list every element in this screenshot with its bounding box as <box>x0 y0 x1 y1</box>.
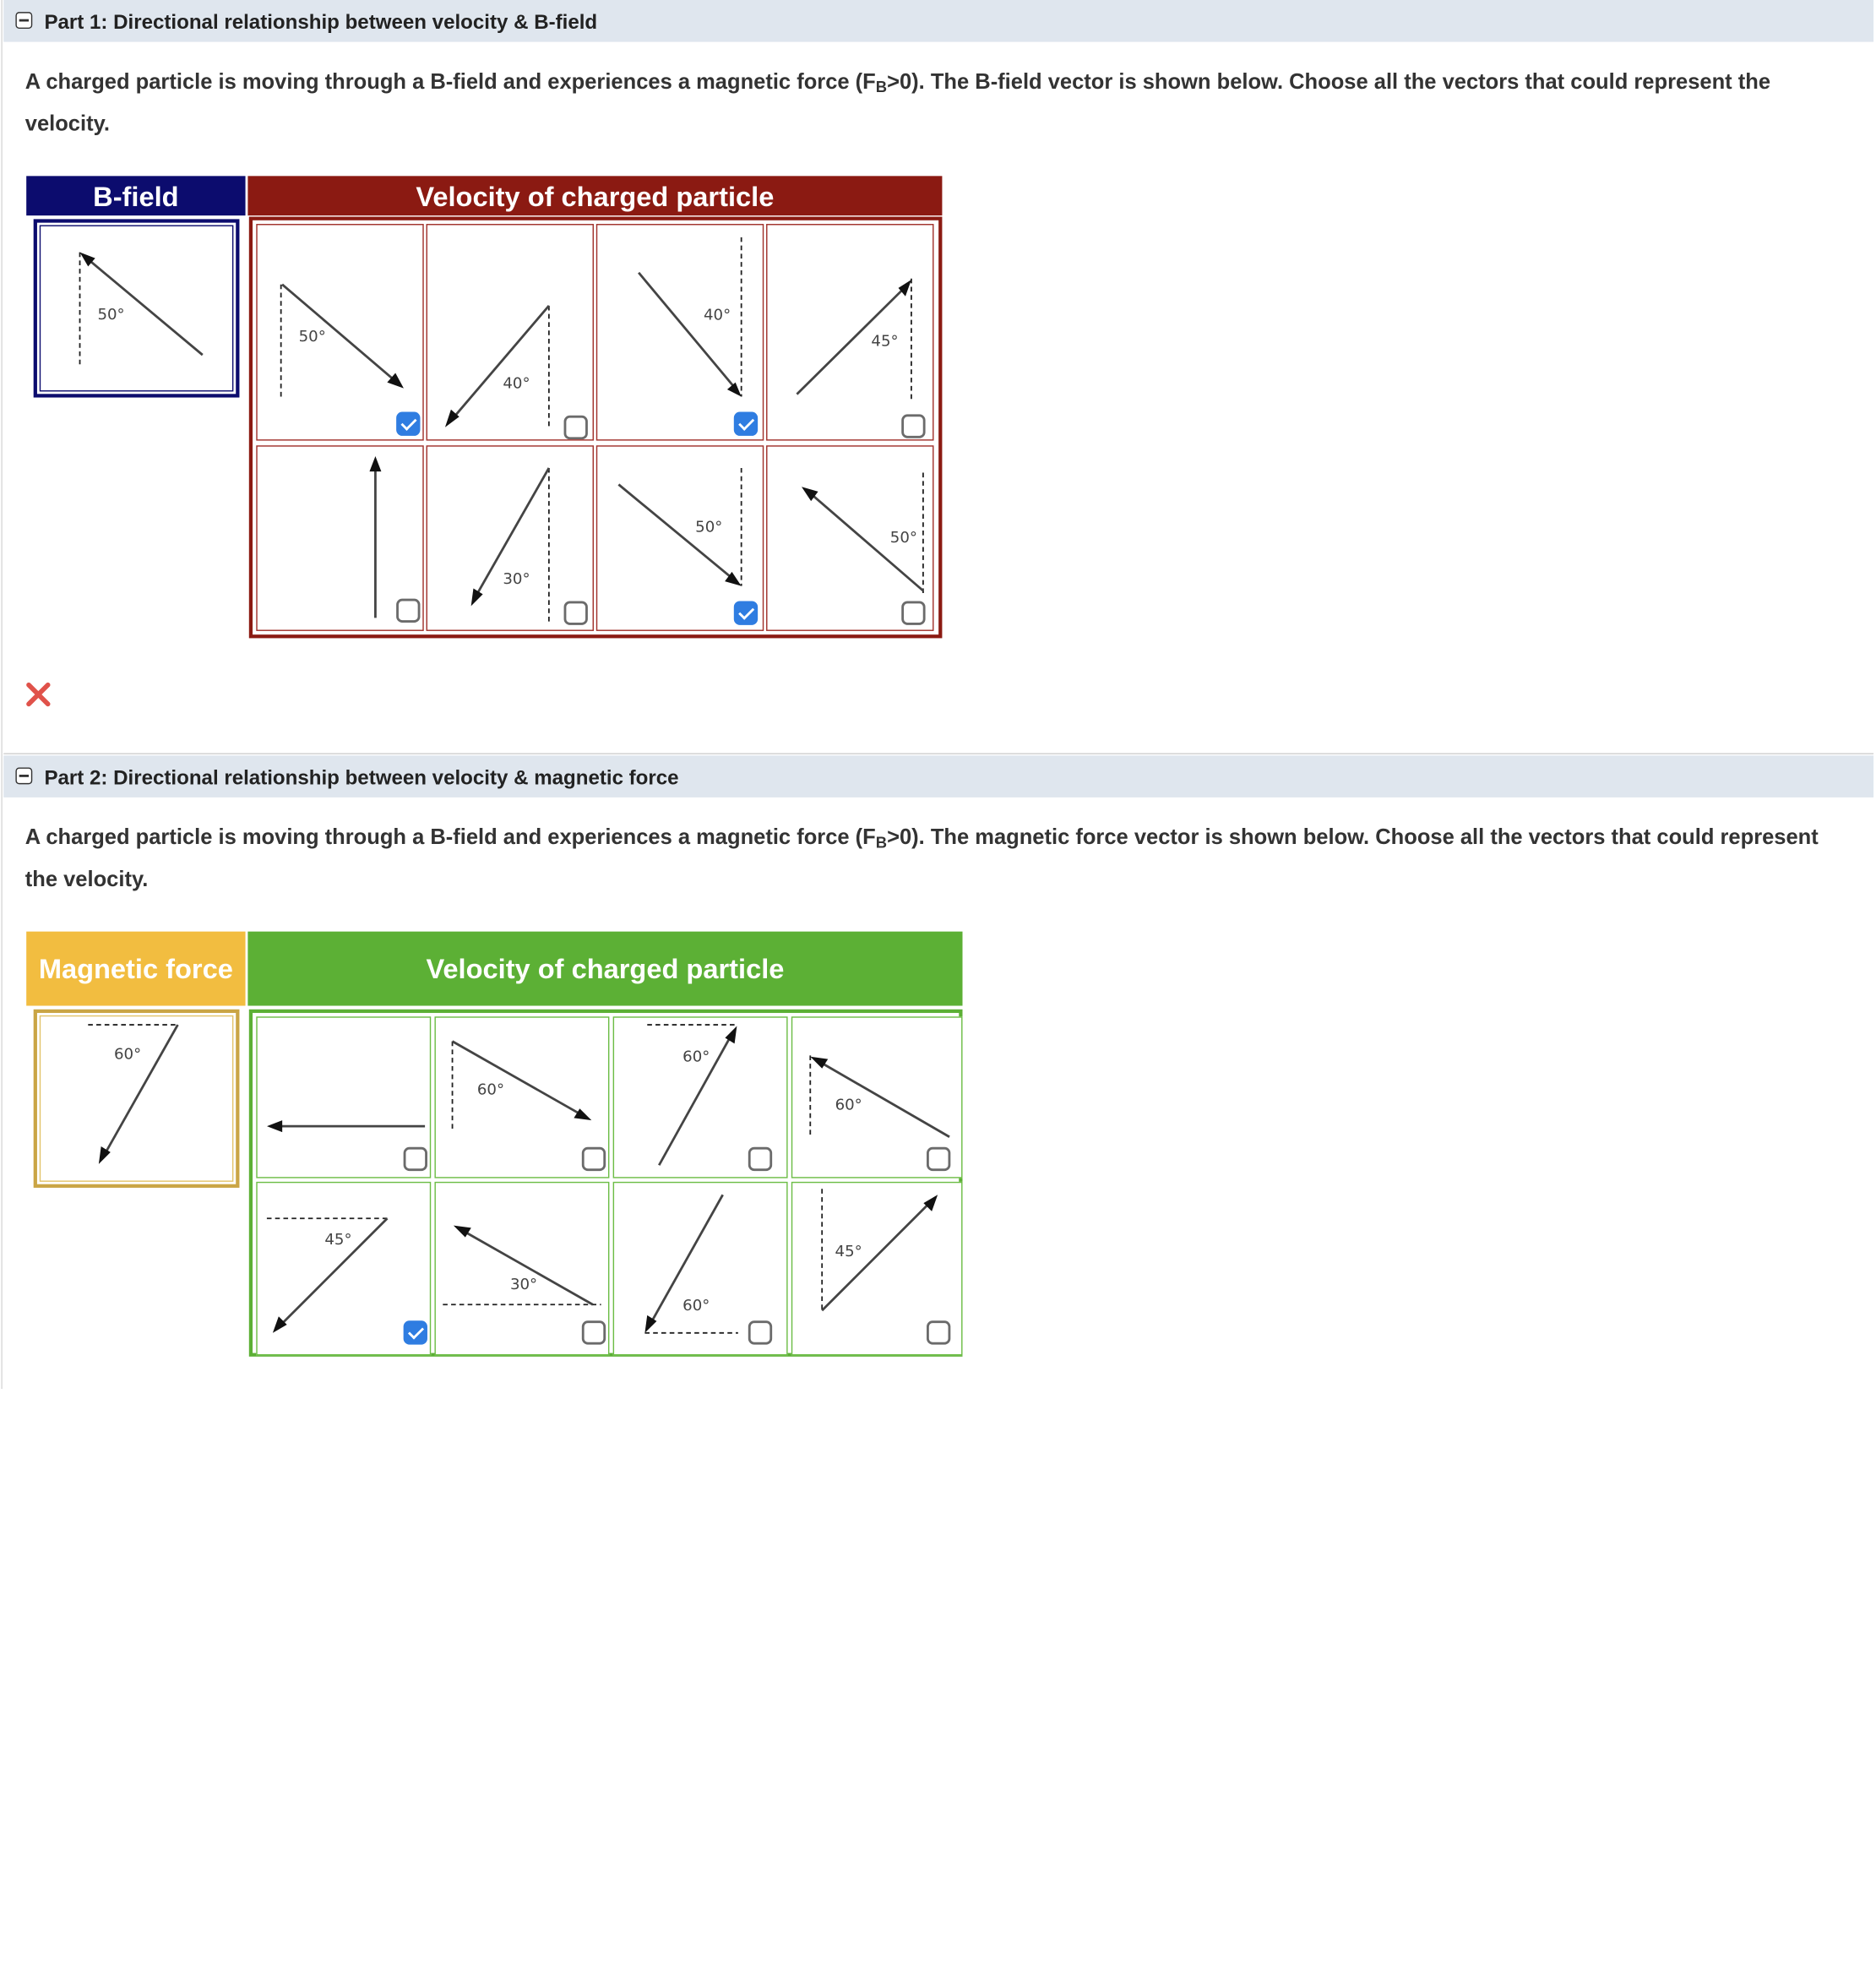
p2-option-4[interactable] <box>791 1016 963 1178</box>
p1-checkbox-8[interactable] <box>901 601 925 624</box>
part1-header[interactable] <box>3 0 1873 42</box>
bfield-cell <box>40 225 234 391</box>
p1-option-1[interactable] <box>256 224 423 441</box>
part1-velocity-grid <box>249 217 943 639</box>
p1-checkbox-7[interactable] <box>734 601 758 624</box>
svg-text:30°: 30° <box>503 569 530 588</box>
p1-checkbox-3[interactable] <box>734 412 758 436</box>
magnetic-force-header: Magnetic force <box>26 932 245 1006</box>
bfield-frame <box>34 219 240 397</box>
svg-text:60°: 60° <box>682 1297 710 1315</box>
p1-vector-2 <box>427 225 593 439</box>
p1-checkbox-2[interactable] <box>564 416 588 439</box>
svg-text:50°: 50° <box>298 327 326 346</box>
p1-option-4[interactable] <box>766 224 933 441</box>
p2-checkbox-1[interactable] <box>404 1147 427 1171</box>
svg-text:50°: 50° <box>695 518 723 536</box>
p2-checkbox-6[interactable] <box>582 1320 606 1344</box>
part2-title: Part 2: Directional relationship between velocity & magnetic force <box>44 766 679 790</box>
angle-label: 50° <box>97 306 125 324</box>
bfield-header: B-field <box>26 176 245 215</box>
part2-question: A charged particle is moving through a B-field and experiences a magnetic force $(F_B>0)$. The magnetic force vector is shown below. Choose all the vectors that could represent the velocity. <box>24 825 1819 891</box>
svg-text:45°: 45° <box>871 332 899 351</box>
p2-option-7[interactable] <box>613 1182 788 1356</box>
p2-option-2[interactable] <box>434 1016 609 1178</box>
svg-text:40°: 40° <box>503 374 530 393</box>
p1-vector-3 <box>597 225 763 439</box>
p1-checkbox-4[interactable] <box>901 414 925 438</box>
svg-text:50°: 50° <box>889 528 917 547</box>
collapse-icon[interactable] <box>15 12 32 29</box>
p1-checkbox-5[interactable] <box>396 599 420 623</box>
velocity-header-part2: Velocity of charged particle <box>247 932 962 1006</box>
part-divider <box>3 753 1873 754</box>
p2-option-3[interactable] <box>613 1016 788 1178</box>
svg-text:60°: 60° <box>114 1045 142 1064</box>
svg-text:60°: 60° <box>682 1048 710 1066</box>
p1-option-7[interactable] <box>596 445 764 631</box>
p2-checkbox-8[interactable] <box>927 1320 950 1344</box>
p1-option-6[interactable] <box>427 445 594 631</box>
part2-header[interactable] <box>3 755 1873 797</box>
p1-vector-4 <box>767 225 933 439</box>
p1-option-2[interactable] <box>427 224 594 441</box>
force-cell <box>40 1015 234 1182</box>
force-vector <box>41 1016 232 1180</box>
p2-checkbox-3[interactable] <box>748 1147 772 1171</box>
p1-option-3[interactable] <box>596 224 764 441</box>
collapse-icon[interactable] <box>15 767 32 784</box>
p2-checkbox-2[interactable] <box>582 1147 606 1171</box>
p2-option-5[interactable] <box>256 1182 431 1356</box>
p2-checkbox-7[interactable] <box>748 1320 772 1344</box>
p2-checkbox-4[interactable] <box>927 1147 950 1171</box>
left-border <box>1 0 2 1389</box>
p2-option-1[interactable] <box>256 1016 431 1178</box>
p1-vector-1 <box>258 225 423 439</box>
p2-option-6[interactable] <box>434 1182 609 1356</box>
svg-text:60°: 60° <box>835 1096 862 1114</box>
part1-question: A charged particle is moving through a B-field and experiences a magnetic force $(F_B>0)$. The B-field vector is shown below. Choose all the vectors that could represent the velocity. <box>24 69 1771 136</box>
p2-checkbox-5[interactable] <box>404 1320 427 1344</box>
p1-option-5[interactable] <box>256 445 423 631</box>
p2-option-8[interactable] <box>791 1182 963 1356</box>
velocity-header-part1: Velocity of charged particle <box>247 176 942 215</box>
svg-text:60°: 60° <box>476 1080 505 1099</box>
p1-option-8[interactable] <box>766 445 933 631</box>
svg-text:30°: 30° <box>509 1276 538 1294</box>
incorrect-x-icon <box>24 680 52 709</box>
svg-text:45°: 45° <box>835 1242 862 1260</box>
svg-text:40°: 40° <box>703 306 731 324</box>
part2-velocity-grid <box>249 1010 963 1357</box>
part1-title: Part 1: Directional relationship between velocity & B-field <box>44 10 598 34</box>
force-frame <box>34 1010 240 1188</box>
p1-checkbox-6[interactable] <box>564 601 588 624</box>
p1-checkbox-1[interactable] <box>396 412 420 436</box>
bfield-vector <box>41 226 232 390</box>
svg-text:45°: 45° <box>324 1230 352 1249</box>
